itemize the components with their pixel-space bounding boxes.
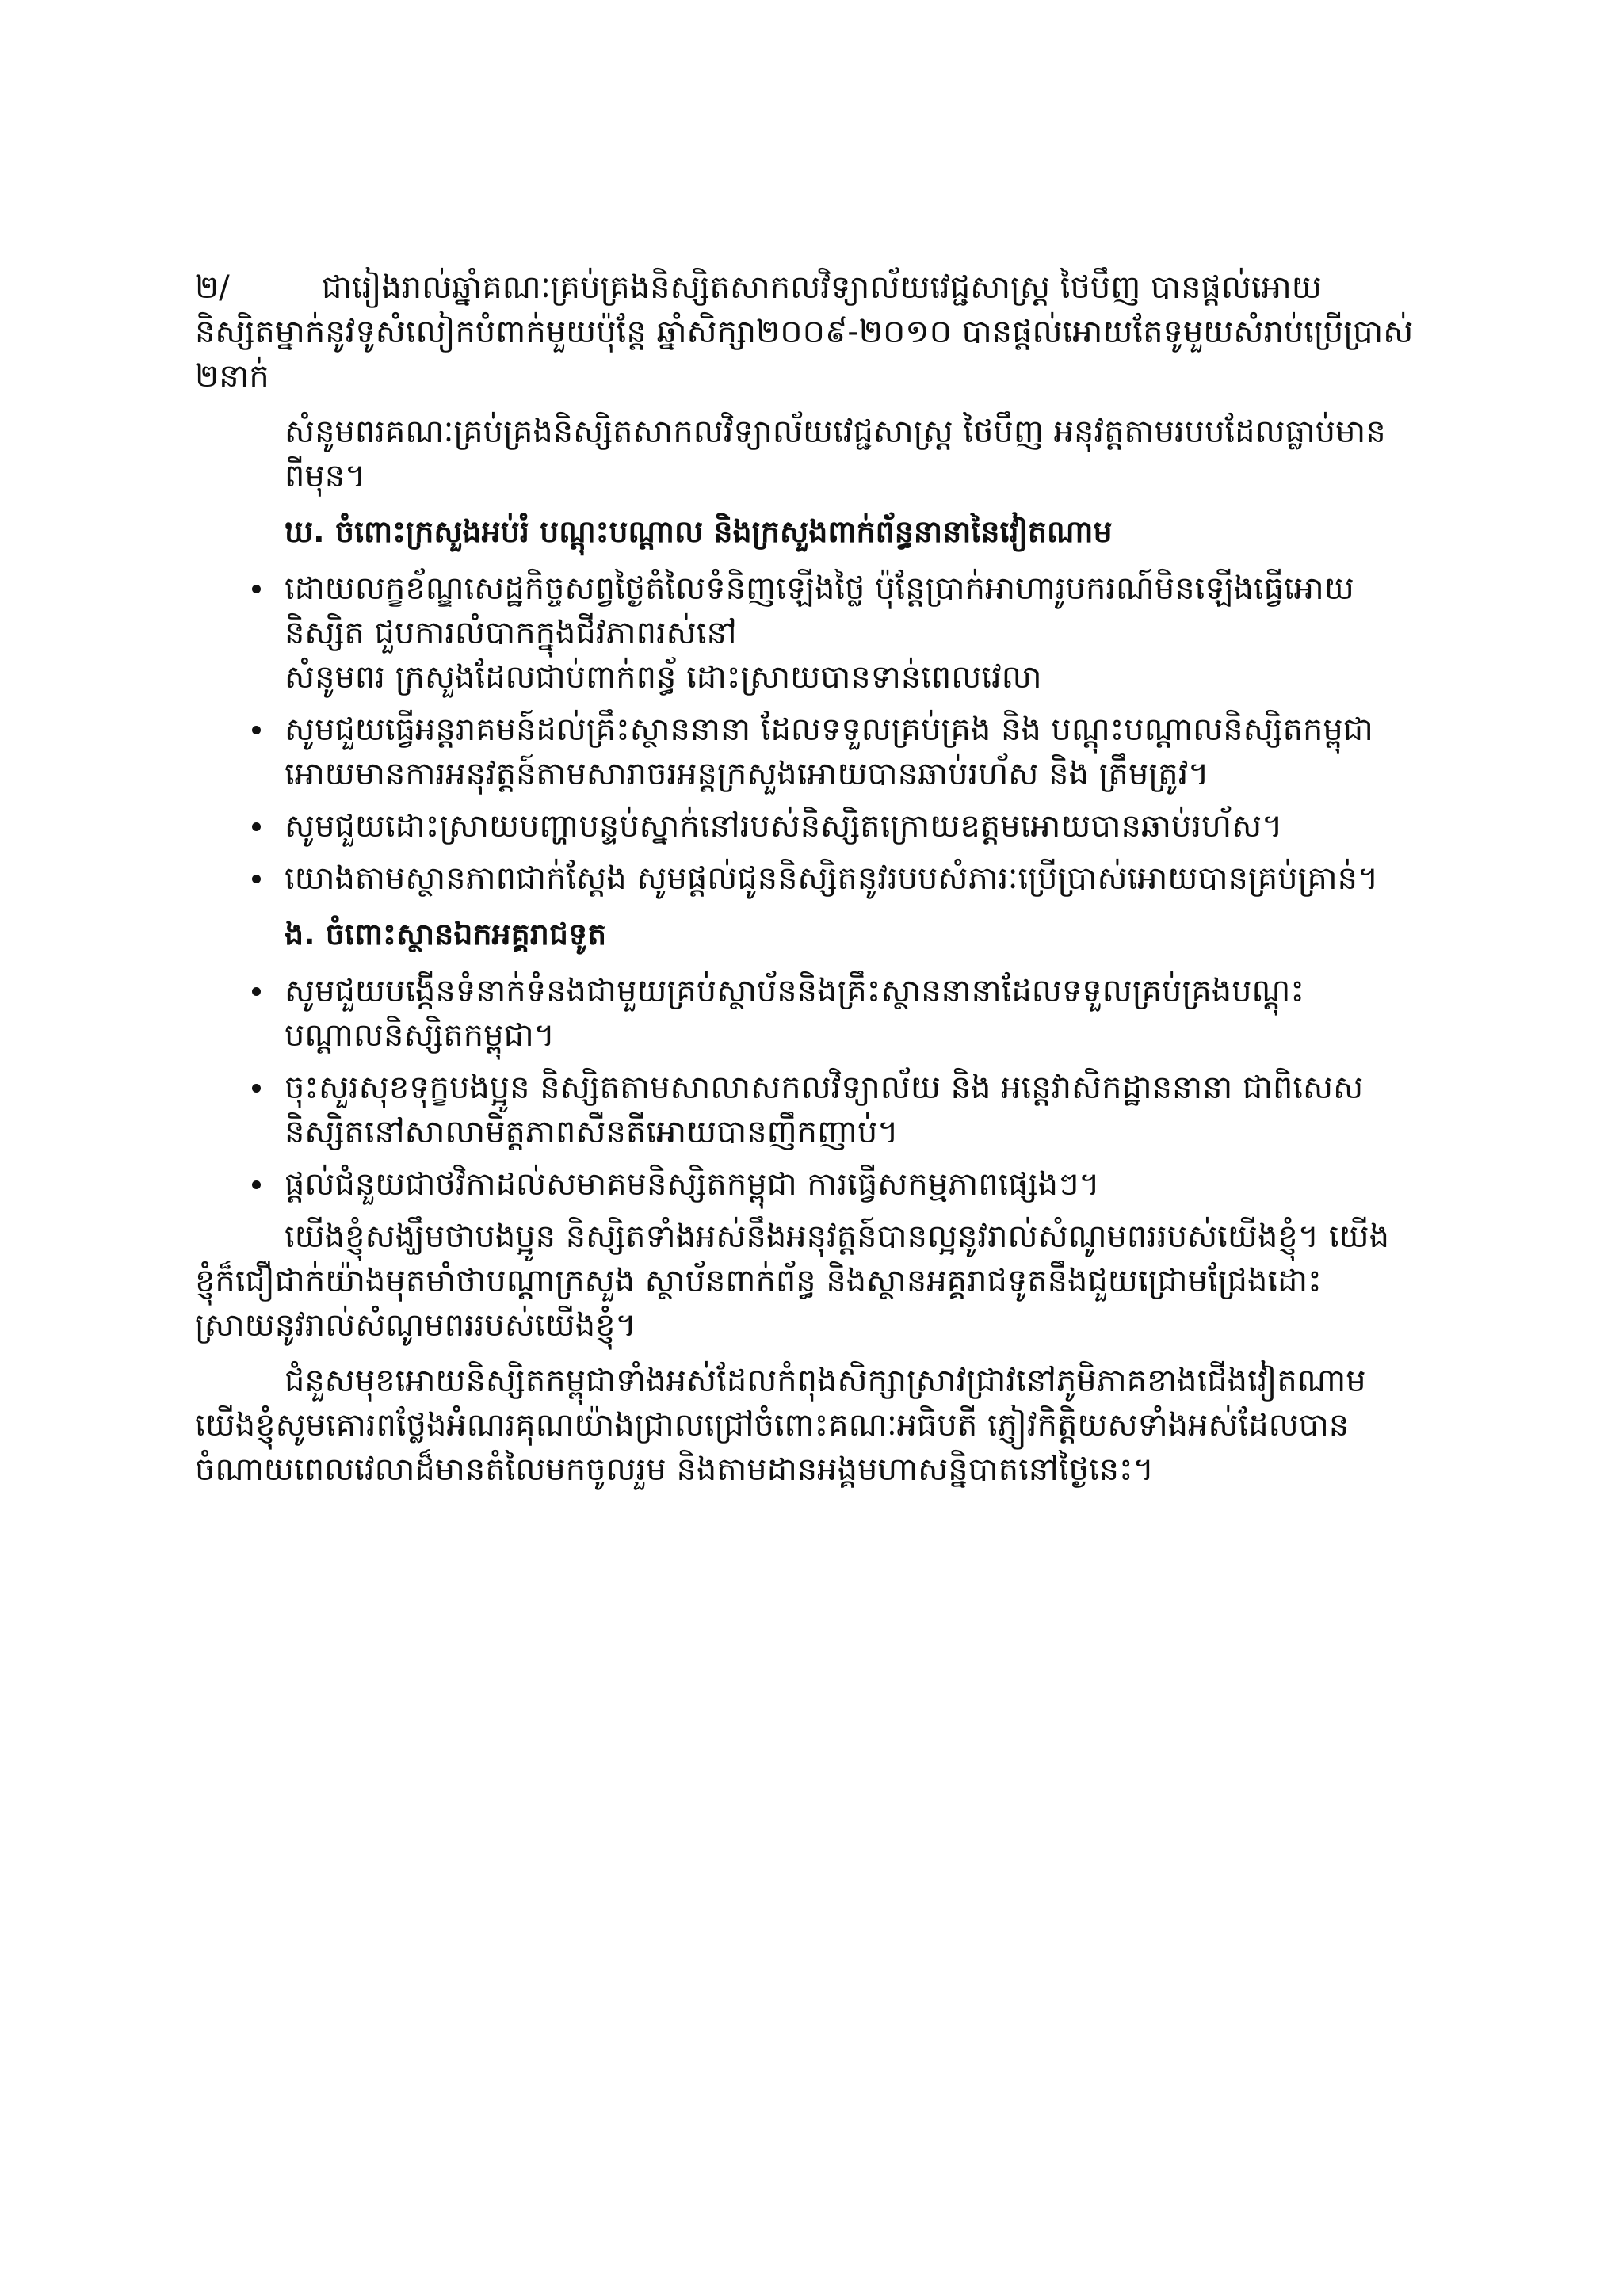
section-gh-list bbox=[195, 566, 1526, 901]
section-gh-bullet-1-line-2: និស្សិត ជួបការលំបាកក្នុងជីវភាពរស់នៅ bbox=[285, 615, 737, 651]
bullet-dot-icon bbox=[252, 822, 261, 831]
section-gh-bullet-1-line-1: ដោយលក្ខខ័ណ្ឌសេដ្ឋកិច្ចសព្វថ្ងៃតំលៃទំនិញឡើងថ្លៃ ប៉ុន្តែប្រាក់អាហារូបករណ៍មិនឡើងធ្វើអោយ bbox=[285, 570, 1354, 607]
section-ng-bullet-2-line-2: និស្សិតនៅសាលាមិត្តភាពសឺនតីអោយបានញឹកញាប់។ bbox=[285, 1114, 899, 1150]
section-ng-bullet-1-line-1: សូមជួយបង្កើនទំនាក់ទំនងជាមួយគ្រប់ស្ថាប័ននិងគ្រឹះស្ថាននានាដែលទទួលគ្រប់គ្រងបណ្តុះ bbox=[285, 973, 1304, 1009]
closing-p1-line-2: ខ្ញុំក៏ជឿជាក់យ៉ាងមុតមាំថាបណ្តាក្រសួង ស្ថាប័នពាក់ព័ន្ធ និងស្ថានអគ្គរាជទូតនឹងជួយជ្រោមជ្រែងដោះ bbox=[195, 1263, 1322, 1299]
bullet-dot-icon bbox=[252, 726, 261, 734]
section-b-number: ២/ bbox=[195, 269, 230, 306]
closing-p2-line-1: ជំនួសមុខអោយនិស្សិតកម្ពុជាទាំងអស់ដែលកំពុងសិក្សាស្រាវជ្រាវនៅភូមិភាគខាងជើងវៀតណាម bbox=[285, 1363, 1366, 1399]
section-ng-list bbox=[195, 969, 1526, 1207]
closing-p1-line-1: យើងខ្ញុំសង្ឃឹមថាបងប្អូន និស្សិតទាំងអស់នឹងអនុវត្តន៍បានល្អនូវរាល់សំណូមពររបស់យើងខ្ញុំ។ យើង bbox=[285, 1219, 1389, 1255]
section-b-request-line-2: ពីមុន។ bbox=[285, 458, 366, 494]
bullet-dot-icon bbox=[252, 1084, 261, 1093]
closing-p1-line-3: ស្រាយនូវរាល់សំណូមពររបស់យើងខ្ញុំ។ bbox=[195, 1307, 636, 1344]
section-ng-bullet-3 bbox=[195, 1162, 1526, 1207]
closing-p2-line-3: ចំណាយពេលវេលាដ៏មានតំលៃមកចូលរួម និងតាមដានអង្គមហាសន្និបាតនៅថ្ងៃនេះ។ bbox=[195, 1451, 1154, 1488]
section-gh-bullet-3-line-1: សូមជួយដោះស្រាយបញ្ហាបន្ទប់ស្នាក់នៅរបស់និស្សិតក្រោយឧត្តមអោយបានឆាប់រហ័ស។ bbox=[285, 808, 1283, 845]
section-ng-bullet-3-line-1: ផ្តល់ជំនួយជាថវិកាដល់សមាគមនិស្សិតកម្ពុជា ការធ្វើសកម្មភាពផ្សេងៗ។ bbox=[285, 1166, 1100, 1203]
section-gh-bullet-2 bbox=[195, 707, 1526, 796]
section-gh-bullet-2-line-2: អោយមានការអនុវត្តន៍តាមសារាចរអន្តក្រសួងអោយបានឆាប់រហ័ស និង ត្រឹមត្រូវ។ bbox=[285, 756, 1209, 792]
section-gh-bullet-4 bbox=[195, 856, 1526, 901]
section-gh-bullet-4-line-1: យោងតាមស្ថានភាពជាក់ស្តែង សូមផ្តល់ជូននិស្សិតនូវរបបសំភារៈប្រើប្រាស់អោយបានគ្រប់គ្រាន់។ bbox=[285, 860, 1379, 897]
document-body bbox=[195, 265, 1526, 1492]
bullet-dot-icon bbox=[252, 875, 261, 883]
section-gh-bullet-1-line-3: សំនូមពរ ក្រសួងដែលជាប់ពាក់ពន្ធ័ ដោះស្រាយបានទាន់ពេលវេលា bbox=[285, 659, 1042, 696]
bullet-dot-icon bbox=[252, 1180, 261, 1189]
section-b-line-3: ២នាក់ bbox=[195, 358, 269, 395]
section-gh-heading: ឃ. ចំពោះក្រសួងអប់រំ បណ្តុះបណ្តាល និងក្រសួងពាក់ព័ន្ធនានានៃវៀតណាម bbox=[285, 514, 1113, 549]
section-ng-bullet-1-line-2: បណ្តាលនិស្សិតកម្ពុជា។ bbox=[285, 1017, 556, 1054]
section-b-request-line-1: សំនូមពរគណៈគ្រប់គ្រងនិស្សិតសាកលវិទ្យាល័យវេជ្ជសាស្រ្ត ថៃបឹញ អនុវត្តតាមរបបដែលធ្លាប់មាន bbox=[285, 414, 1386, 450]
section-ng-bullet-1 bbox=[195, 969, 1526, 1058]
section-b-line-2: និស្សិតម្នាក់នូវទូសំលៀកបំពាក់មួយប៉ុន្តែ ឆ្នាំសិក្សា២០០៩-២០១០ បានផ្តល់អោយតែទូមួយសំរាប់ប្រើប្រាស់ bbox=[195, 314, 1414, 350]
bullet-dot-icon bbox=[252, 987, 261, 996]
section-gh-bullet-2-line-1: សូមជួយធ្វើអន្តរាគមន៍ដល់គ្រឹះស្ថាននានា ដែលទទួលគ្រប់គ្រង និង បណ្តុះបណ្តាលនិស្សិតកម្ពុជា bbox=[285, 711, 1373, 748]
bullet-dot-icon bbox=[252, 585, 261, 593]
section-b-line-1 bbox=[195, 265, 1526, 310]
section-ng-heading: ង. ចំពោះស្ថានឯកអគ្គរាជទូត bbox=[285, 917, 607, 952]
section-gh-bullet-3 bbox=[195, 804, 1526, 849]
section-gh-bullet-1 bbox=[195, 566, 1526, 700]
section-b-line-1-text: ជារៀងរាល់ឆ្នាំគណៈគ្រប់គ្រងនិស្សិតសាកលវិទ្យាល័យវេជ្ជសាស្រ្ត ថៃបឹញ បានផ្តល់អោយ bbox=[322, 269, 1322, 306]
closing-p2-line-2: យើងខ្ញុំសូមគោរពថ្លែងអំណរគុណយ៉ាងជ្រាលជ្រៅចំពោះគណៈអធិបតី ភ្ញៀវកិត្តិយសទាំងអស់ដែលបាន bbox=[195, 1407, 1350, 1444]
section-ng-bullet-2-line-1: ចុះសួរសុខទុក្ខបងប្អូន និស្សិតតាមសាលាសកលវិទ្យាល័យ និង អន្តេវាសិកដ្ឋាននានា ជាពិសេស bbox=[285, 1070, 1364, 1106]
section-ng-bullet-2 bbox=[195, 1066, 1526, 1154]
